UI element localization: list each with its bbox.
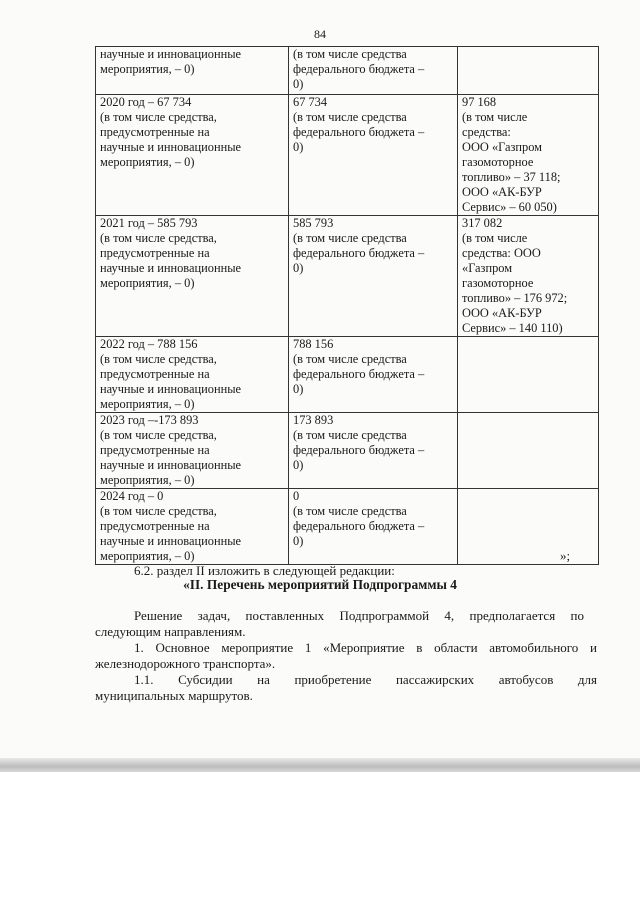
cell-line: (в том числе средства xyxy=(293,47,407,61)
cell-line: предусмотренные на xyxy=(100,367,210,381)
table-cell-2 xyxy=(289,95,458,216)
cell-line: федерального бюджета – xyxy=(293,125,425,139)
cell-line: 2021 год – 585 793 xyxy=(100,216,198,230)
cell-line: 788 156 xyxy=(293,337,334,351)
cell-line: 2023 год –-173 893 xyxy=(100,413,199,427)
table-cell-1 xyxy=(96,95,289,216)
paragraph2-line1: 1. Основное мероприятие 1 «Мероприятие в области автомобильного и xyxy=(134,640,597,655)
cell-line: (в том числе средства xyxy=(293,110,407,124)
cell-line: мероприятия, – 0) xyxy=(100,155,195,169)
table-cell-3 xyxy=(458,337,599,413)
table-cell-3 xyxy=(458,95,599,216)
cell-line: научные и инновационные xyxy=(100,47,242,61)
table-row xyxy=(96,413,599,489)
cell-line: мероприятия, – 0) xyxy=(100,62,195,76)
paragraph1-line1: Решение задач, поставленных Подпрограммой 4, предполагается по xyxy=(134,608,584,623)
cell-line: предусмотренные на xyxy=(100,246,210,260)
cell-line: ООО «АК-БУР xyxy=(462,306,542,320)
cell-line: 2020 год – 67 734 xyxy=(100,95,192,109)
table-cell-3 xyxy=(458,47,599,95)
cell-line: 2022 год – 788 156 xyxy=(100,337,198,351)
cell-line: федерального бюджета – xyxy=(293,246,425,260)
closing-quote: »; xyxy=(560,548,571,563)
table-cell-3 xyxy=(458,216,599,337)
table-cell-3 xyxy=(458,489,599,565)
cell-line: 2024 год – 0 xyxy=(100,489,164,503)
section-heading: «II. Перечень мероприятий Подпрограммы 4 xyxy=(183,577,457,592)
table-cell-1 xyxy=(96,216,289,337)
cell-line: федерального бюджета – xyxy=(293,62,425,76)
cell-line: 97 168 xyxy=(462,95,497,109)
cell-line: мероприятия, – 0) xyxy=(100,276,195,290)
cell-line: 0) xyxy=(293,77,304,91)
table-cell-1 xyxy=(96,489,289,565)
cell-line: 173 893 xyxy=(293,413,334,427)
cell-line: мероприятия, – 0) xyxy=(100,549,195,563)
table-row xyxy=(96,489,599,565)
cell-line: федерального бюджета – xyxy=(293,367,425,381)
cell-line: (в том числе средства, xyxy=(100,504,217,518)
cell-line: предусмотренные на xyxy=(100,125,210,139)
cell-line: (в том числе средства, xyxy=(100,428,217,442)
cell-line: научные и инновационные xyxy=(100,382,242,396)
table-row xyxy=(96,95,599,216)
cell-line: (в том числе средства, xyxy=(100,231,217,245)
cell-line: предусмотренные на xyxy=(100,443,210,457)
cell-line: научные и инновационные xyxy=(100,261,242,275)
cell-line: (в том числе xyxy=(462,110,528,124)
cell-line: (в том числе средства, xyxy=(100,352,217,366)
table-cell-2 xyxy=(289,216,458,337)
cell-line: средства: xyxy=(462,125,511,139)
cell-line: 67 734 xyxy=(293,95,328,109)
cell-line: средства: ООО xyxy=(462,246,541,260)
table-cell-2 xyxy=(289,47,458,95)
page-number: 84 xyxy=(314,27,326,41)
table-cell-3 xyxy=(458,413,599,489)
paragraph3-line1: 1.1. Субсидии на приобретение пассажирских автобусов для xyxy=(134,672,597,687)
table-cell-1 xyxy=(96,413,289,489)
budget-table xyxy=(95,46,599,565)
cell-line: 0) xyxy=(293,382,304,396)
cell-line: 0) xyxy=(293,534,304,548)
section-intro: 6.2. раздел II изложить в следующей редакции: xyxy=(134,563,395,578)
table-row xyxy=(96,337,599,413)
cell-line: газомоторное xyxy=(462,155,534,169)
cell-line: ООО «Газпром xyxy=(462,140,543,154)
cell-line: Сервис» – 140 110) xyxy=(462,321,563,335)
scan-bottom-edge xyxy=(0,758,640,772)
cell-line: 0) xyxy=(293,140,304,154)
table-cell-2 xyxy=(289,413,458,489)
cell-line: (в том числе средства xyxy=(293,231,407,245)
cell-line: «Газпром xyxy=(462,261,513,275)
cell-line: научные и инновационные xyxy=(100,140,242,154)
cell-line: 0) xyxy=(293,458,304,472)
table-cell-1 xyxy=(96,337,289,413)
cell-line: (в том числе средства xyxy=(293,504,407,518)
cell-line: 585 793 xyxy=(293,216,334,230)
paragraph3-line2: муниципальных маршрутов. xyxy=(95,688,253,703)
cell-line: мероприятия, – 0) xyxy=(100,473,195,487)
cell-line: (в том числе xyxy=(462,231,528,245)
cell-line: 0) xyxy=(293,261,304,275)
cell-line: (в том числе средства xyxy=(293,352,407,366)
table-row xyxy=(96,47,599,95)
cell-line: 317 082 xyxy=(462,216,503,230)
cell-line: научные и инновационные xyxy=(100,534,242,548)
cell-line: (в том числе средства, xyxy=(100,110,217,124)
paragraph1-line2: следующим направлениям. xyxy=(95,624,246,639)
cell-line: Сервис» – 60 050) xyxy=(462,200,557,214)
cell-line: мероприятия, – 0) xyxy=(100,397,195,411)
table-cell-2 xyxy=(289,337,458,413)
cell-line: топливо» – 37 118; xyxy=(462,170,561,184)
table-cell-1 xyxy=(96,47,289,95)
cell-line: (в том числе средства xyxy=(293,428,407,442)
table-cell-2 xyxy=(289,489,458,565)
cell-line: федерального бюджета – xyxy=(293,519,425,533)
cell-line: федерального бюджета – xyxy=(293,443,425,457)
cell-line: 0 xyxy=(293,489,300,503)
cell-line: газомоторное xyxy=(462,276,534,290)
cell-line: предусмотренные на xyxy=(100,519,210,533)
cell-line: ООО «АК-БУР xyxy=(462,185,542,199)
cell-line: топливо» – 176 972; xyxy=(462,291,568,305)
table-row xyxy=(96,216,599,337)
paragraph2-line2: железнодорожного транспорта». xyxy=(95,656,276,671)
cell-line: научные и инновационные xyxy=(100,458,242,472)
